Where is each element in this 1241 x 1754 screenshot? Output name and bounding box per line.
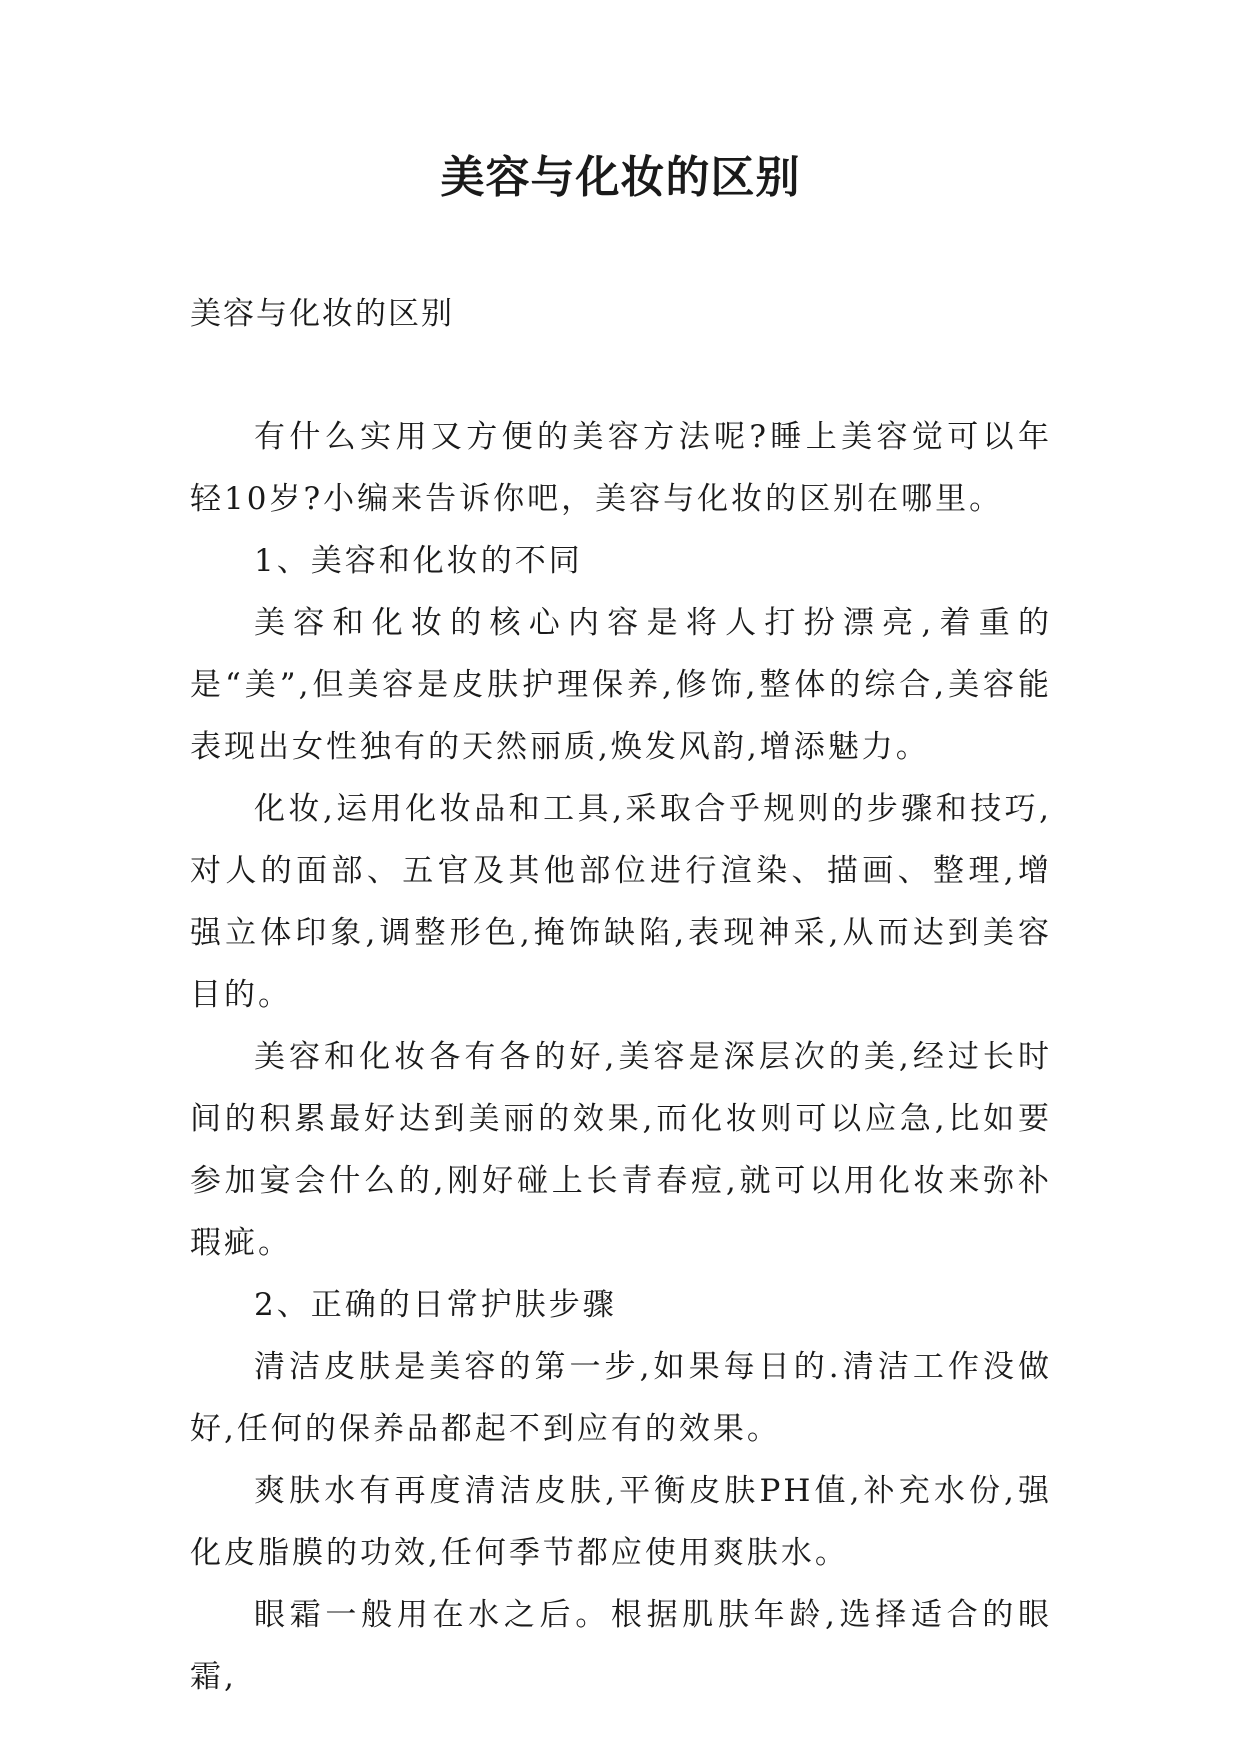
paragraph: 美容和化妆各有各的好,美容是深层次的美,经过长时间的积累最好达到美丽的效果,而化妆则可以应急,比如要参加宴会什么的,刚好碰上长青春痘,就可以用化妆来弥补瑕疵。 xyxy=(190,1039,1052,1261)
paragraph: 清洁皮肤是美容的第一步,如果每日的.清洁工作没做好,任何的保养品都起不到应有的效果。 xyxy=(190,1349,1052,1447)
section-heading: 2、正确的日常护肤步骤 xyxy=(254,1287,617,1323)
section-heading: 1、美容和化妆的不同 xyxy=(254,543,583,579)
document-title: 美容与化妆的区别 xyxy=(440,152,801,203)
document-subtitle: 美容与化妆的区别 xyxy=(190,296,454,332)
paragraph: 化妆,运用化妆品和工具,采取合乎规则的步骤和技巧,对人的面部、五官及其他部位进行渲染、描画、整理,增强立体印象,调整形色,掩饰缺陷,表现神采,从而达到美容目的。 xyxy=(190,791,1052,1013)
paragraph: 有什么实用又方便的美容方法呢?睡上美容觉可以年轻10岁?小编来告诉你吧，美容与化妆的区别在哪里。 xyxy=(190,419,1052,517)
paragraph: 美容和化妆的核心内容是将人打扮漂亮,着重的是“美”,但美容是皮肤护理保养,修饰,整体的综合,美容能表现出女性独有的天然丽质,焕发风韵,增添魅力。 xyxy=(190,605,1052,765)
paragraph: 爽肤水有再度清洁皮肤,平衡皮肤PH值,补充水份,强化皮脂膜的功效,任何季节都应使用爽肤水。 xyxy=(190,1473,1052,1571)
paragraph: 眼霜一般用在水之后。根据肌肤年龄,选择适合的眼霜, xyxy=(190,1597,1052,1695)
document-body xyxy=(190,406,1052,1708)
